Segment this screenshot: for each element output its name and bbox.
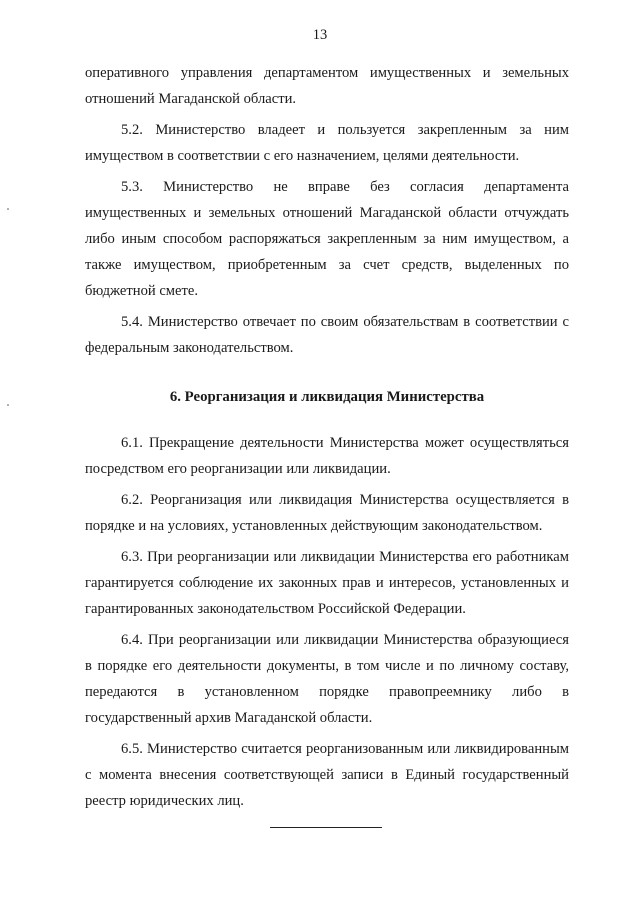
paragraph-6-4: 6.4. При реорганизации или ликвидации Министерства образующиеся в порядке его деятельности документы, в том числе и по личному составу, передаются в установленном порядке правопреемнику либо в государственный архив Магаданской области. — [85, 632, 569, 726]
page-number: 13 — [312, 27, 328, 43]
paragraph-5-2: 5.2. Министерство владеет и пользуется закрепленным за ним имуществом в соответствии с его назначением, целями деятельности. — [85, 122, 569, 164]
scan-mark — [7, 208, 9, 210]
section-heading: 6. Реорганизация и ликвидация Министерства — [169, 389, 485, 405]
paragraph-continuation: оперативного управления департаментом имущественных и земельных отношений Магаданской области. — [85, 65, 569, 107]
paragraph-6-2: 6.2. Реорганизация или ликвидация Министерства осуществляется в порядке и на условиях, установленных действующим законодательством. — [85, 492, 569, 534]
paragraph-5-3: 5.3. Министерство не вправе без согласия департамента имущественных и земельных отношений Магаданской области отчуждать либо иным способом распоряжаться закрепленным за ним имуществом, а также имуществом, приобретенным за счет средств, выделенных по бюджетной смете. — [85, 179, 569, 299]
paragraph-6-3: 6.3. При реорганизации или ликвидации Министерства его работникам гарантируется соблюдение их законных прав и интересов, установленных и гарантированных законодательством Российской Федерации. — [85, 549, 569, 617]
end-of-document-rule — [270, 827, 382, 828]
paragraph-6-5: 6.5. Министерство считается реорганизованным или ликвидированным с момента внесения соответствующей записи в Единый государственный реестр юридических лиц. — [85, 741, 569, 809]
paragraph-5-4: 5.4. Министерство отвечает по своим обязательствам в соответствии с федеральным законодательством. — [85, 314, 569, 356]
paragraph-6-1: 6.1. Прекращение деятельности Министерства может осуществляться посредством его реорганизации или ликвидации. — [85, 435, 569, 477]
scan-mark — [7, 404, 9, 406]
document-body — [85, 60, 569, 819]
